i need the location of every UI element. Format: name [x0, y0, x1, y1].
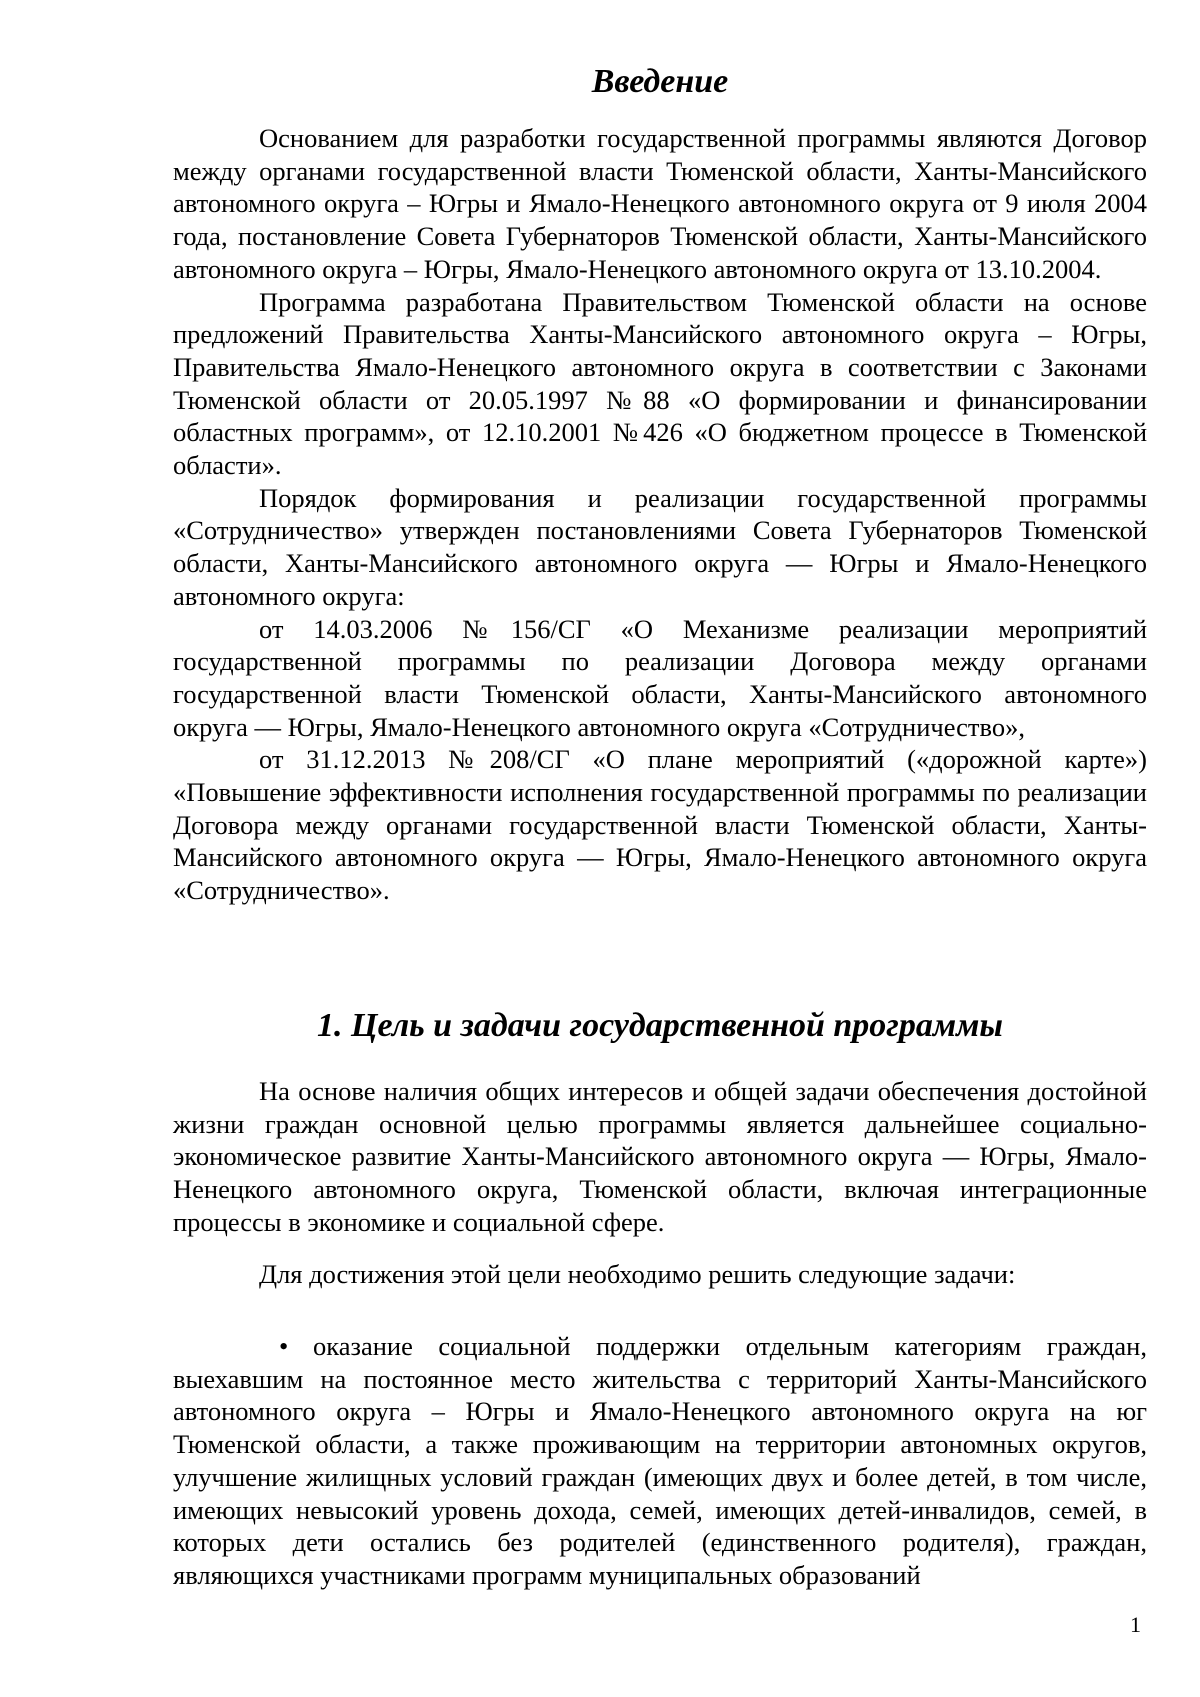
bullet-icon: •: [279, 1331, 289, 1361]
intro-paragraph-2: Программа разработана Правительством Тюменской области на основе предложений Правительства Ханты-Мансийского автономного округа – Югры, Правительства Ямало-Ненецкого автономного округа в соответствии с Законами Тюменской области от 20.05.1997 №88 «О формировании и финансировании областных программ», от 12.10.2001 №426 «О бюджетном процессе в Тюменской области».: [173, 286, 1147, 481]
list-item-text: оказание социальной поддержки отдельным категориям граждан, выехавшим на постоянное место жительства с территорий Ханты-Мансийского автономного округа – Югры и Ямало-Ненецкого автономного округа на юг Тюменской области, а также проживающим на территории автономных округов, улучшение жилищных условий граждан (имеющих двух и более детей, в том числе, имеющих невысокий уровень дохода, семей, имеющих детей-инвалидов, семей, в которых дети остались без родителей (единственного родителя), граждан, являющихся участниками программ муниципальных образований: [173, 1331, 1147, 1590]
section-1-goal: [173, 1075, 1147, 1239]
intro-paragraph-5: от 31.12.2013 №208/СГ «О плане мероприятий («дорожной карте») «Повышение эффективности исполнения государственной программы по реализации Договора между органами государственной власти Тюменской области, Ханты-Мансийского автономного округа — Югры, Ямало-Ненецкого автономного округа «Сотрудничество».: [173, 744, 1147, 906]
goal-paragraph: На основе наличия общих интересов и общей задачи обеспечения достойной жизни граждан основной целью программы является дальнейшее социально-экономическое развитие Ханты-Мансийского автономного округа — Югры, Ямало-Ненецкого автономного округа, Тюменской области, включая интеграционные процессы в экономике и социальной сфере.: [173, 1076, 1147, 1237]
intro-heading: Введение: [591, 63, 729, 100]
tasks-intro-paragraph: Для достижения этой цели необходимо решить следующие задачи:: [259, 1259, 1016, 1289]
section-1-heading: 1. Цель и задачи государственной программы: [317, 1007, 1003, 1044]
intro-paragraph-3: Порядок формирования и реализации государственной программы «Сотрудничество» утвержден постановлениями Совета Губернаторов Тюменской области, Ханты-Мансийского автономного округа — Югры и Ямало-Ненецкого автономного округа:: [173, 482, 1147, 611]
list-item: [173, 1330, 1147, 1592]
section-1-tasks-intro: [173, 1258, 1147, 1291]
page-number: 1: [1130, 1612, 1141, 1637]
intro-paragraph-1: Основанием для разработки государственной программы являются Договор между органами государственной власти Тюменской области, Ханты-Мансийского автономного округа – Югры и Ямало-Ненецкого автономного округа от 9 июля 2004 года, постановление Совета Губернаторов Тюменской области, Ханты-Мансийского автономного округа – Югры, Ямало-Ненецкого автономного округа от 13.10.2004.: [173, 123, 1147, 284]
intro-paragraph-4: от 14.03.2006 №156/СГ «О Механизме реализации мероприятий государственной программы по реализации Договора между органами государственной власти Тюменской области, Ханты-Мансийского автономного округа — Югры, Ямало-Ненецкого автономного округа «Сотрудничество»,: [173, 613, 1147, 742]
intro-body: [173, 122, 1147, 907]
section-1-task-list: [173, 1330, 1147, 1592]
